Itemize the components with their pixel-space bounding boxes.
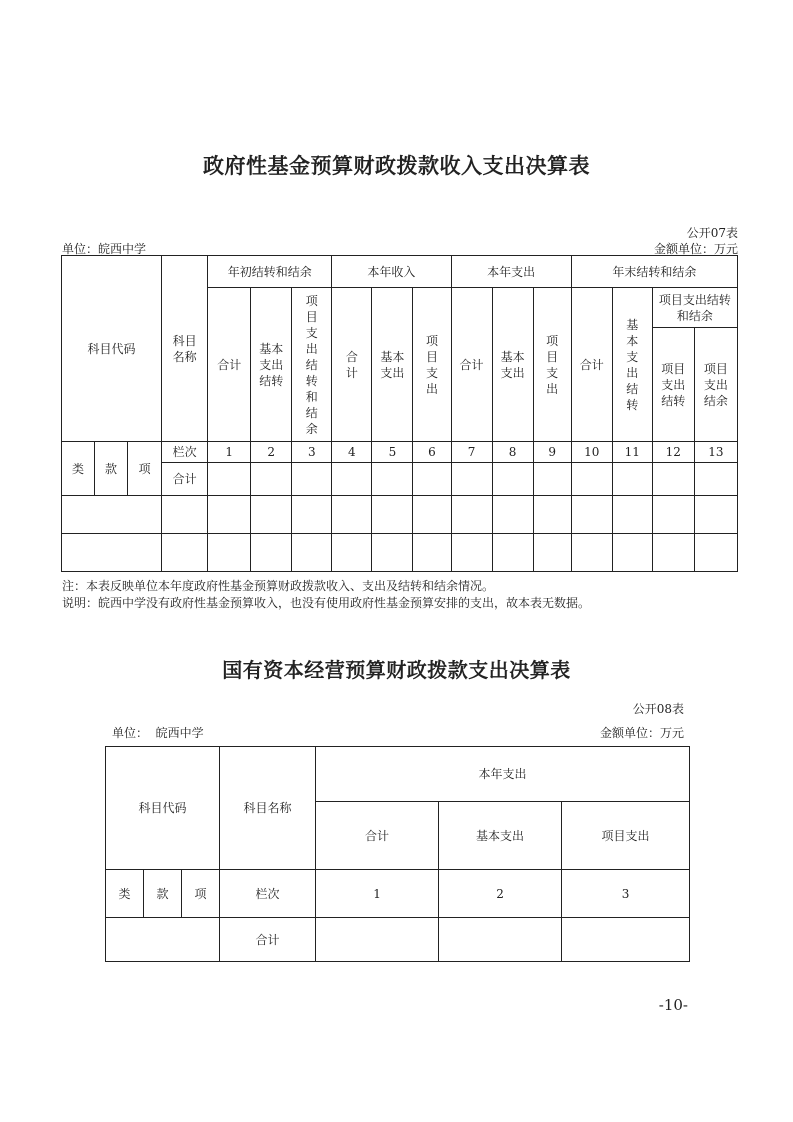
table1-cell bbox=[571, 463, 612, 496]
table1-code: 公开07表 bbox=[686, 226, 738, 240]
table2-label-entry: 项 bbox=[182, 870, 220, 918]
table2-cell bbox=[562, 918, 690, 962]
table1-cell bbox=[571, 534, 612, 572]
table1-header-end-project-group: 项目支出结转和结余 bbox=[652, 288, 737, 328]
table1-cell bbox=[292, 463, 332, 496]
table1-header-expense-basic: 基本支出 bbox=[492, 288, 533, 442]
table1-header-begin-basic: 基本支出结转 bbox=[251, 288, 292, 442]
table-row bbox=[62, 496, 738, 534]
table1-cell bbox=[372, 534, 413, 572]
table2-label-item: 款 bbox=[144, 870, 182, 918]
table2-unit: 单位： 皖西中学 bbox=[112, 726, 204, 740]
table1-header-income-total: 合计 bbox=[332, 288, 372, 442]
table1-cell bbox=[413, 463, 451, 496]
table2 bbox=[105, 746, 690, 962]
table1-header-end-project-surplus: 项目支出结余 bbox=[694, 328, 737, 442]
table1-cell bbox=[652, 496, 694, 534]
table1-header-income-basic: 基本支出 bbox=[372, 288, 413, 442]
table1-cell bbox=[533, 534, 571, 572]
table2-label-class: 类 bbox=[106, 870, 144, 918]
table1-cell bbox=[492, 463, 533, 496]
table1-cell bbox=[451, 463, 492, 496]
table1-cell bbox=[208, 496, 251, 534]
table1-header-begin-total: 合计 bbox=[208, 288, 251, 442]
table1-header-begin-balance: 年初结转和结余 bbox=[208, 256, 332, 288]
table1-col-num: 2 bbox=[251, 442, 292, 463]
table2-col-num: 1 bbox=[316, 870, 439, 918]
table1-cell bbox=[612, 463, 652, 496]
table1-cell bbox=[451, 496, 492, 534]
table1-header-expense-total: 合计 bbox=[451, 288, 492, 442]
table1-label-item: 款 bbox=[95, 442, 128, 496]
table1-cell bbox=[332, 534, 372, 572]
table2-label-column-no: 栏次 bbox=[220, 870, 316, 918]
table2-label-sum: 合计 bbox=[220, 918, 316, 962]
table1-cell bbox=[208, 463, 251, 496]
table1-header-subject-code: 科目代码 bbox=[62, 256, 162, 442]
table1-cell bbox=[571, 496, 612, 534]
table1-cell bbox=[372, 496, 413, 534]
table1-col-num: 3 bbox=[292, 442, 332, 463]
table1-cell bbox=[694, 496, 737, 534]
page-number: -10- bbox=[658, 996, 688, 1014]
table1-note: 注：本表反映单位本年度政府性基金预算财政拨款收入、支出及结转和结余情况。 bbox=[62, 579, 495, 593]
table1-cell bbox=[251, 496, 292, 534]
table-row bbox=[62, 534, 738, 572]
table1-header-end-total: 合计 bbox=[571, 288, 612, 442]
table1-label-column-no: 栏次 bbox=[162, 442, 208, 463]
table2-header-year-expense: 本年支出 bbox=[316, 747, 690, 802]
table1-header-income-project: 项目支出 bbox=[413, 288, 451, 442]
table1-label-class: 类 bbox=[62, 442, 95, 496]
table1-label-sum: 合计 bbox=[162, 463, 208, 496]
table1-col-num: 5 bbox=[372, 442, 413, 463]
table1-header-begin-project: 项目支出结转和结余 bbox=[292, 288, 332, 442]
table1-col-num: 10 bbox=[571, 442, 612, 463]
table1-col-num: 1 bbox=[208, 442, 251, 463]
table1-cell bbox=[694, 463, 737, 496]
table1-cell bbox=[652, 534, 694, 572]
table1-cell bbox=[251, 463, 292, 496]
table1-cell bbox=[332, 463, 372, 496]
table2-cell bbox=[316, 918, 439, 962]
table1-header-year-expense: 本年支出 bbox=[451, 256, 571, 288]
table1-title: 政府性基金预算财政拨款收入支出决算表 bbox=[203, 154, 590, 178]
table1-cell bbox=[292, 496, 332, 534]
table1-cell bbox=[533, 463, 571, 496]
table1-cell bbox=[372, 463, 413, 496]
table2-header-subject-code: 科目代码 bbox=[106, 747, 220, 870]
table1-cell bbox=[694, 534, 737, 572]
table1-label-entry: 项 bbox=[128, 442, 162, 496]
table1-cell bbox=[62, 496, 162, 534]
table2-header-basic: 基本支出 bbox=[439, 802, 562, 870]
table1-cell bbox=[492, 496, 533, 534]
table1-explanation: 说明：皖西中学没有政府性基金预算收入，也没有使用政府性基金预算安排的支出，故本表无数据。 bbox=[62, 596, 591, 610]
table1-col-num: 6 bbox=[413, 442, 451, 463]
table1-amount-unit: 金额单位：万元 bbox=[653, 242, 738, 256]
table1-cell bbox=[332, 496, 372, 534]
table2-header-subject-name: 科目名称 bbox=[220, 747, 316, 870]
table1-header-end-balance: 年末结转和结余 bbox=[571, 256, 737, 288]
table2-col-num: 3 bbox=[562, 870, 690, 918]
table1-cell bbox=[533, 496, 571, 534]
table2-cell bbox=[106, 918, 220, 962]
table2-col-num: 2 bbox=[439, 870, 562, 918]
table1-header-subject-name: 科目名称 bbox=[162, 256, 208, 442]
table1-cell bbox=[162, 534, 208, 572]
table1-unit: 单位：皖西中学 bbox=[62, 242, 147, 256]
table2-title: 国有资本经营预算财政拨款支出决算表 bbox=[222, 658, 571, 682]
table1-cell bbox=[413, 496, 451, 534]
table1-cell bbox=[451, 534, 492, 572]
table1-header-expense-project: 项目支出 bbox=[533, 288, 571, 442]
table1-cell bbox=[292, 534, 332, 572]
table1-cell bbox=[612, 496, 652, 534]
table1-cell bbox=[612, 534, 652, 572]
table1-header-end-basic: 基本支出结转 bbox=[612, 288, 652, 442]
table1-col-num: 8 bbox=[492, 442, 533, 463]
table1-cell bbox=[492, 534, 533, 572]
table1-header-end-project-carry: 项目支出结转 bbox=[652, 328, 694, 442]
table1-col-num: 7 bbox=[451, 442, 492, 463]
table1-cell bbox=[413, 534, 451, 572]
table2-cell bbox=[439, 918, 562, 962]
table2-code: 公开08表 bbox=[632, 702, 684, 716]
table1-col-num: 9 bbox=[533, 442, 571, 463]
table1-col-num: 13 bbox=[694, 442, 737, 463]
table1-cell bbox=[652, 463, 694, 496]
table1-col-num: 12 bbox=[652, 442, 694, 463]
table1-cell bbox=[162, 496, 208, 534]
table2-header-total: 合计 bbox=[316, 802, 439, 870]
table2-amount-unit: 金额单位：万元 bbox=[599, 726, 684, 740]
table1-cell bbox=[251, 534, 292, 572]
table1-cell bbox=[208, 534, 251, 572]
table1-col-num: 4 bbox=[332, 442, 372, 463]
table1-cell bbox=[62, 534, 162, 572]
table1-col-num: 11 bbox=[612, 442, 652, 463]
table1-header-year-income: 本年收入 bbox=[332, 256, 451, 288]
table2-header-project: 项目支出 bbox=[562, 802, 690, 870]
table1 bbox=[61, 255, 738, 572]
